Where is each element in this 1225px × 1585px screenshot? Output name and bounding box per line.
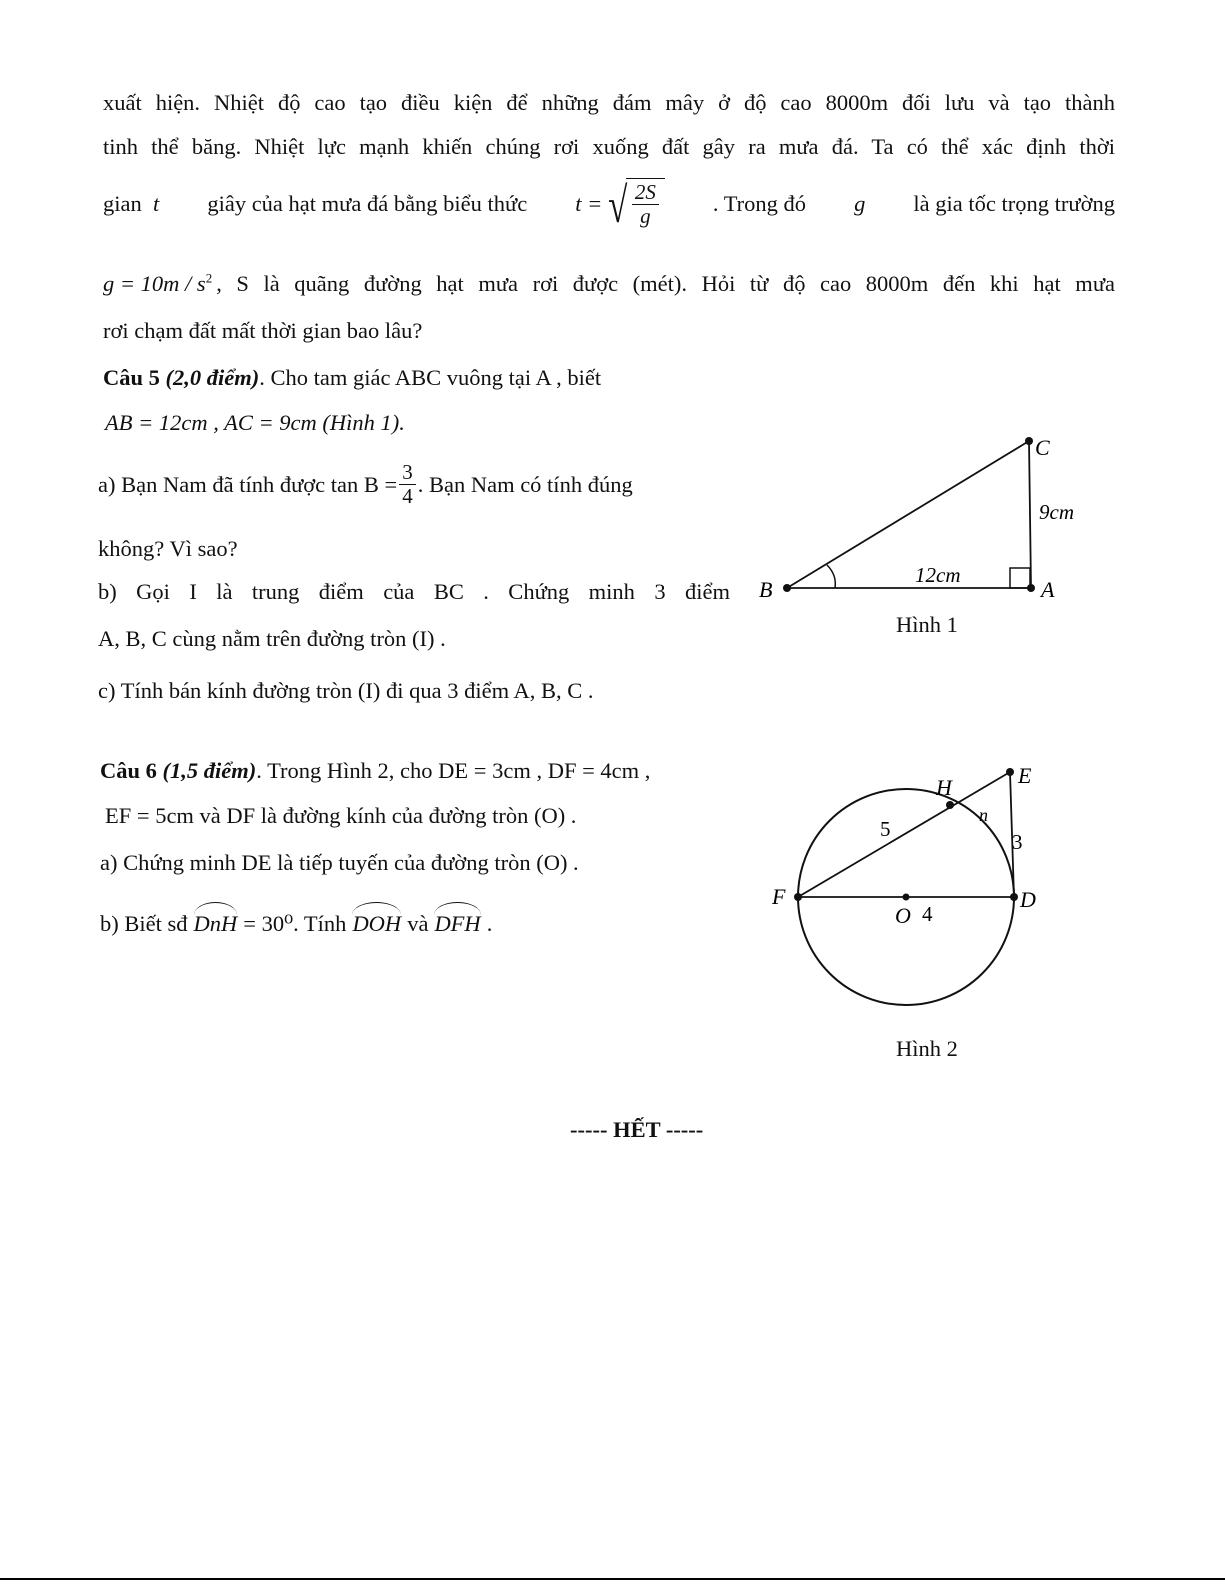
arc-dnh: DnH bbox=[194, 902, 238, 937]
label-c: C bbox=[1035, 435, 1050, 460]
bottom-border bbox=[0, 1578, 1225, 1580]
arc-dfh: DFH bbox=[434, 902, 480, 937]
label-4: 4 bbox=[922, 902, 933, 926]
formula-den: g bbox=[640, 204, 651, 229]
q6-b-text: b) Biết sđ bbox=[100, 911, 188, 936]
right-angle-mark bbox=[1010, 568, 1030, 588]
q4-line-3-end: là gia tốc trọng trường bbox=[913, 191, 1115, 217]
q6-points: (1,5 điểm) bbox=[162, 758, 257, 783]
q4-line-4: $g = 10m / s^2$ , S là quãng đường hạt mưa rơi được (mét). Hỏi từ độ cao 8000m đến khi hạt mưa bbox=[103, 270, 1115, 296]
formula-t: t = bbox=[575, 191, 603, 217]
q5-points: (2,0 điểm) bbox=[165, 365, 260, 390]
q5-a-den: 4 bbox=[402, 484, 413, 509]
end-marker: ----- HẾT ----- bbox=[570, 1117, 704, 1142]
formula-num: 2S bbox=[632, 181, 659, 205]
q4-line-2: tinh thể băng. Nhiệt lực mạnh khiến chúng rơi xuống đất gây ra mưa đá. Ta có thể xác định thời bbox=[103, 134, 1115, 159]
q6-a: a) Chứng minh DE là tiếp tuyến của đường tròn (O) . bbox=[100, 850, 579, 875]
formula: t = √ $\frac{2S}{g}$ bbox=[575, 178, 665, 230]
q4-line-4-text: , S là quãng đường hạt mưa rơi được (mét). Hỏi từ độ cao 8000m đến khi hạt mưa bbox=[216, 271, 1115, 296]
label-h: H bbox=[936, 775, 952, 800]
q6-b-text-4: . bbox=[486, 911, 493, 936]
figure-1 bbox=[745, 425, 1105, 625]
q5-label: Câu 5 bbox=[103, 365, 160, 390]
q4-line-1: xuất hiện. Nhiệt độ cao tạo điều kiện để những đám mây ở độ cao 8000m đối lưu và tạo thành bbox=[103, 90, 1115, 115]
q6-intro: . Trong Hình 2, cho DE = 3cm , DF = 4cm , bbox=[256, 758, 651, 783]
label-o: O bbox=[895, 903, 911, 928]
label-d: D bbox=[1020, 887, 1036, 912]
q5-a-2: không? Vì sao? bbox=[98, 536, 238, 561]
label-a: A bbox=[1041, 577, 1055, 602]
label-f: F bbox=[772, 884, 786, 909]
label-n: n bbox=[979, 805, 988, 825]
label-5: 5 bbox=[880, 817, 891, 841]
q5-a bbox=[98, 461, 633, 508]
q4-gravity: g = 10m / s bbox=[103, 271, 206, 296]
q5-b: b) Gọi I là trung điểm của BC . Chứng minh 3 điểm bbox=[98, 579, 730, 604]
q4-line-3: gian t giây của hạt mưa đá bằng biểu thức t = √ $\frac{2S}{g}$ . Trong đó g là gia tốc trọng trường bbox=[103, 176, 1115, 233]
q6-header bbox=[100, 757, 650, 784]
q5-b-2: A, B, C cùng nằm trên đường tròn (I) . bbox=[98, 626, 446, 651]
q5-a-num: 3 bbox=[399, 461, 416, 485]
figure-2 bbox=[760, 755, 1060, 1030]
q4-line-3-text: giây của hạt mưa đá bằng biểu thức bbox=[207, 191, 528, 217]
figure-2-caption: Hình 2 bbox=[896, 1036, 958, 1061]
label-12cm: 12cm bbox=[915, 563, 961, 587]
angle-b-mark bbox=[827, 565, 835, 588]
q4-line-5: rơi chạm đất mất thời gian bao lâu? bbox=[103, 318, 423, 343]
q5-given: AB = 12cm , AC = 9cm (Hình 1). bbox=[105, 410, 405, 435]
q6-b bbox=[100, 902, 492, 937]
q5-header bbox=[103, 364, 601, 391]
figure-1-caption: Hình 1 bbox=[896, 612, 958, 637]
q6-b-text-2: = 30⁰. Tính bbox=[243, 911, 347, 936]
label-9cm: 9cm bbox=[1039, 500, 1074, 524]
label-e: E bbox=[1018, 763, 1032, 788]
q4-line-3-gian: gian bbox=[103, 191, 142, 217]
q4-line-3-trong-do: . Trong đó bbox=[712, 191, 807, 217]
arc-doh: DOH bbox=[352, 902, 401, 937]
q5-intro: . Cho tam giác ABC vuông tại A , biết bbox=[259, 365, 602, 390]
q6-b-text-3: và bbox=[407, 911, 429, 936]
q5-a-text-2: . Bạn Nam có tính đúng bbox=[417, 472, 633, 498]
q5-a-text: a) Bạn Nam đã tính được tan B = bbox=[98, 472, 398, 498]
label-3: 3 bbox=[1012, 830, 1023, 854]
q6-label: Câu 6 bbox=[100, 758, 157, 783]
q5-c: c) Tính bán kính đường tròn (I) đi qua 3 điểm A, B, C . bbox=[98, 678, 594, 703]
q6-given: EF = 5cm và DF là đường kính của đường tròn (O) . bbox=[105, 803, 577, 828]
segment-fe bbox=[798, 772, 1010, 897]
label-b: B bbox=[759, 577, 773, 602]
